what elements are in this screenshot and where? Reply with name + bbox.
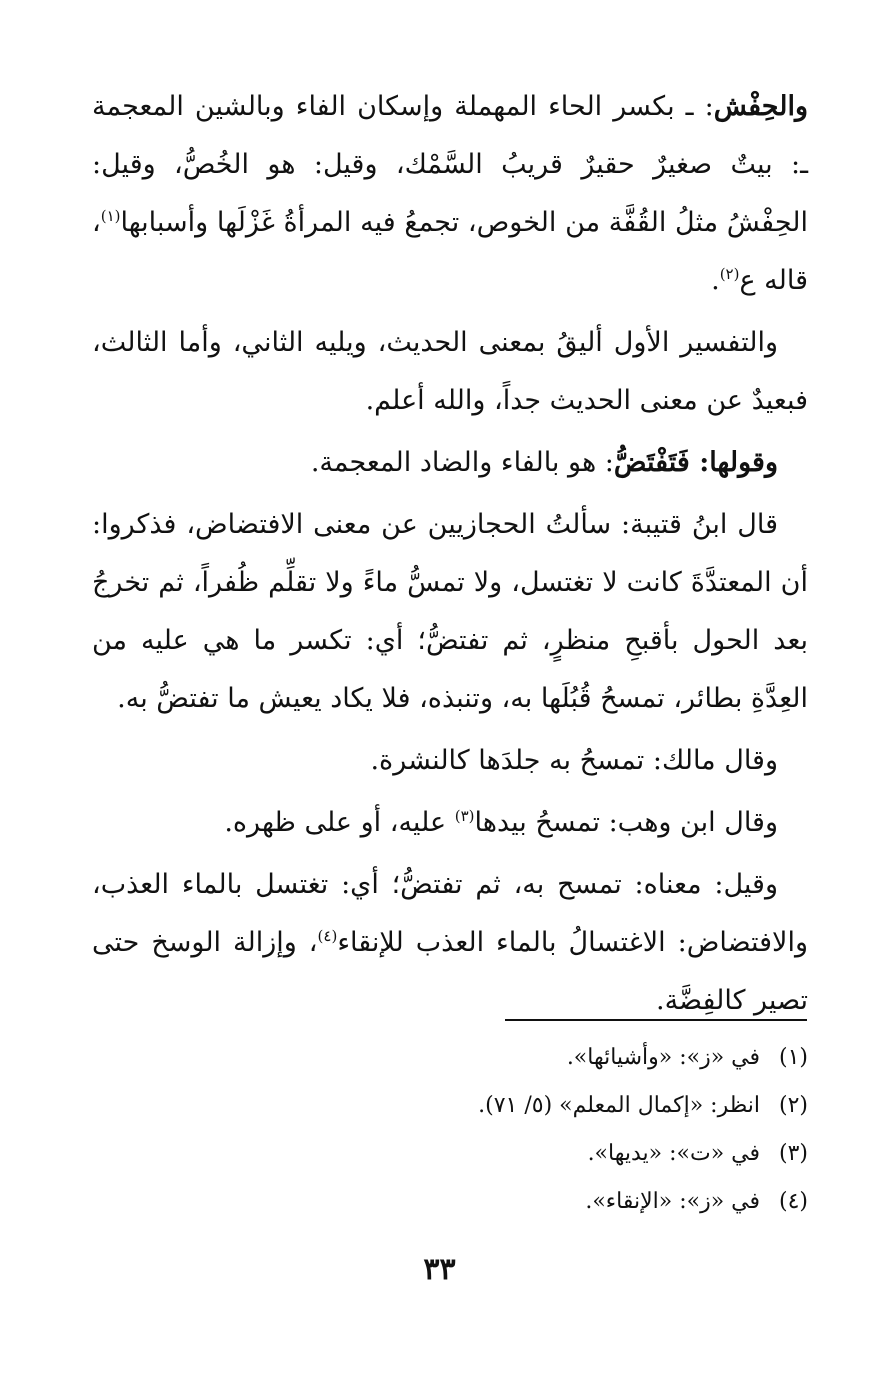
footnotes: [200, 1034, 808, 1226]
paragraph-text: وقيل: معناه: تمسح به، ثم تفتضُّ؛ أي: تغتسل بالماء العذب، والافتضاض: الاغتسالُ بالماء العذب للإنقاء: [92, 869, 808, 958]
paragraph-text: : ـ بكسر الحاء المهملة وإسكان الفاء وبالشين المعجمة ـ: بيتٌ صغيرٌ حقيرٌ قريبُ السَّمْك، وقيل: هو الخُصُّ، وقيل: الحِفْشُ مثلُ القُفَّة من الخوص، تجمعُ فيه المرأةُ غَزْلَها وأسبابها: [92, 91, 808, 238]
footnote-text: في «ت»: «يديها».: [587, 1141, 760, 1166]
footnote-text: في «ز»: «وأشيائها».: [566, 1045, 760, 1070]
footnote-ref-2[interactable]: (٢): [719, 265, 740, 283]
paragraph-malik: وقال مالك: تمسحُ به جلدَها كالنشرة.: [370, 745, 778, 776]
footnote-separator: [505, 1019, 807, 1021]
footnote-ref-3[interactable]: (٣): [454, 807, 475, 825]
footnote-number: (٣): [778, 1141, 808, 1166]
footnote-4: [200, 1178, 808, 1226]
paragraph-wa-qila: [92, 856, 808, 1030]
paragraph-text: عليه، أو على ظهره.: [224, 807, 455, 838]
paragraph-taftadd: [92, 434, 808, 492]
footnote-number: (١): [778, 1045, 808, 1070]
footnote-1: [200, 1034, 808, 1082]
footnote-3: [200, 1130, 808, 1178]
main-text: [92, 78, 808, 1034]
footnote-2: [200, 1082, 808, 1130]
paragraph-text: وقال ابن وهب: تمسحُ بيدها: [474, 807, 778, 838]
paragraph-text: ، وإزالة الوسخ حتى تصير كالفِضَّة.: [92, 927, 808, 1016]
paragraph-end: .: [711, 265, 720, 296]
paragraph-ibn-wahb: [92, 794, 808, 852]
footnote-text: انظر: «إكمال المعلم» (٥/ ٧١).: [478, 1093, 760, 1118]
page-number: ٣٣: [423, 1252, 456, 1287]
footnote-ref-1[interactable]: (١): [100, 207, 121, 225]
paragraph-text: : هو بالفاء والضاد المعجمة.: [310, 447, 614, 478]
paragraph-text: ، قاله ع: [92, 207, 808, 296]
footnote-number: (٢): [778, 1093, 808, 1118]
paragraph-hifsh: [92, 78, 808, 310]
term-hifsh: والحِفْش: [713, 91, 808, 122]
footnote-text: في «ز»: «الإنقاء».: [585, 1189, 760, 1214]
term-taftadd: وقولها: فَتَفْتَضُّ: [613, 447, 778, 478]
paragraph-ibn-qutayba: قال ابنُ قتيبة: سألتُ الحجازيين عن معنى الافتضاض، فذكروا: أن المعتدَّةَ كانت لا تغتسل، ولا تمسُّ ماءً ولا تقلِّم ظُفراً، ثم تخرجُ بعد الحول بأقبحِ منظرٍ، ثم تفتضُّ؛ أي: تكسر ما هي عليه من العِدَّةِ بطائر، تمسحُ قُبُلَها به، وتنبذه، فلا يكاد يعيش ما تفتضُّ به.: [92, 509, 808, 714]
footnote-ref-4[interactable]: (٤): [317, 927, 338, 945]
paragraph-tafsir: والتفسير الأول أليقُ بمعنى الحديث، ويليه الثاني، وأما الثالث، فبعيدٌ عن معنى الحديث جداً، والله أعلم.: [92, 327, 808, 416]
footnote-number: (٤): [778, 1189, 808, 1214]
